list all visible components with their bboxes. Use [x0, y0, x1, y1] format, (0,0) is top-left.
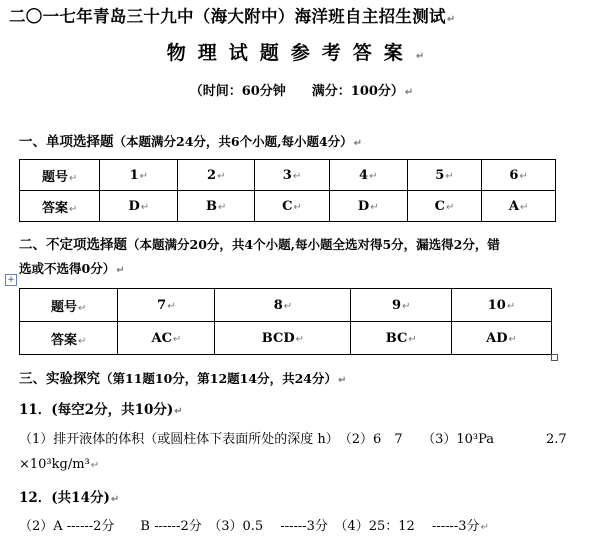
paragraph-mark-icon: ↵ — [337, 375, 347, 386]
paragraph-mark-icon: ↵ — [353, 138, 363, 149]
section1-note: （本题满分24分，共6个小题,每小题4分） — [113, 134, 353, 149]
table-cell: 3↵ — [255, 160, 330, 191]
table-row — [20, 160, 556, 191]
section2-note-continuation: 选或不选得0分）↵ — [19, 261, 125, 276]
table-cell: BC↵ — [351, 322, 452, 355]
table-cell: 9↵ — [351, 289, 452, 322]
table-cell: BCD↵ — [215, 322, 351, 355]
table-cell: 8↵ — [215, 289, 351, 322]
table-cell: AC↵ — [118, 322, 215, 355]
table-cell: A↵ — [482, 191, 556, 222]
question-12-title: 12．(共14分)↵ — [19, 490, 120, 506]
table-cell: 4↵ — [329, 160, 407, 191]
paragraph-mark-icon: ↵ — [110, 494, 120, 505]
paragraph-mark-icon: ↵ — [90, 460, 100, 471]
question-11-title: 11．(每空2分，共10分)↵ — [19, 402, 183, 418]
table-cell: 1↵ — [100, 160, 178, 191]
table-resize-handle[interactable] — [551, 354, 558, 361]
table-row — [20, 289, 552, 322]
table-cell: C↵ — [255, 191, 330, 222]
table-cell: 7↵ — [118, 289, 215, 322]
table-cell: 6↵ — [482, 160, 556, 191]
paragraph-mark-icon: ↵ — [404, 87, 414, 98]
table-cell: B↵ — [178, 191, 255, 222]
question-11-answer-line1: （1）排开液体的体积（或圆柱体下表面所处的深度 h） （2）6 7 （3）10³Pa 2.7 — [19, 432, 567, 447]
time-and-score-line: （时间：60分钟 满分：100分）↵ — [189, 84, 414, 99]
table-cell: 题号↵ — [20, 289, 118, 322]
single-choice-answer-table — [19, 159, 556, 222]
table-cell: 10↵ — [452, 289, 552, 322]
table-cell: 答案↵ — [20, 191, 100, 222]
paragraph-mark-icon: ↵ — [415, 51, 437, 62]
section3-note: （第11题10分，第12题14分，共24分） — [100, 371, 337, 386]
table-cell: 答案↵ — [20, 322, 118, 355]
question-12-answer-line: （2）A ------2分 B ------2分 （3）0.5 ------3分 （4）25：12 ------3分↵ — [19, 519, 489, 534]
table-cell: C↵ — [407, 191, 482, 222]
section2-note-line1: （本题满分20分，共4个小题,每小题全选对得5分，漏选得2分，错 — [127, 237, 500, 252]
document-title: 物理试题参考答案↵ — [166, 42, 437, 64]
table-cell: D↵ — [100, 191, 178, 222]
table-cell: 题号↵ — [20, 160, 100, 191]
table-row — [20, 191, 556, 222]
section1-heading: 一、单项选择题（本题满分24分，共6个小题,每小题4分）↵ — [19, 134, 363, 150]
table-cell: 5↵ — [407, 160, 482, 191]
multiple-choice-answer-table — [19, 288, 552, 355]
paragraph-mark-icon: ↵ — [446, 14, 456, 25]
paragraph-mark-icon: ↵ — [116, 265, 125, 276]
paragraph-mark-icon: ↵ — [480, 522, 489, 533]
exam-header-title: 二〇一七年青岛三十九中（海大附中）海洋班自主招生测试↵ — [9, 7, 456, 26]
table-cell: D↵ — [329, 191, 407, 222]
paragraph-mark-icon: ↵ — [174, 406, 183, 417]
table-move-handle-icon[interactable]: + — [5, 274, 17, 286]
table-cell: 2↵ — [178, 160, 255, 191]
section3-heading: 三、实验探究（第11题10分，第12题14分，共24分）↵ — [19, 371, 347, 387]
section2-heading: 二、不定项选择题（本题满分20分，共4个小题,每小题全选对得5分，漏选得2分，错 — [19, 237, 500, 253]
table-cell: AD↵ — [452, 322, 552, 355]
table-row — [20, 322, 552, 355]
question-11-answer-line2: ×10³kg/m³↵ — [19, 457, 100, 472]
